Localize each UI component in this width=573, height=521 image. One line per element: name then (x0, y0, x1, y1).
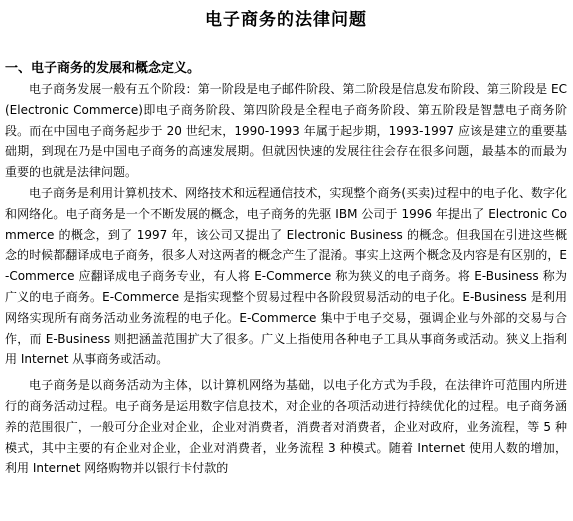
document-title: 电子商务的法律问题 (205, 10, 367, 30)
paragraph-concept-definition: 电子商务是利用计算机技术、网络技术和远程通信技术，实现整个商务(买卖)过程中的电子化、数字化和网络化。电子商务是一个不断发展的概念，电子商务的先驱 IBM 公司于 1996 年提出了 Electronic Commerce 的概念，到了 1997 年，该公司又提出了 Electronic Business 的概念。但我国在引进这些概念的时候都翻译成电子商务，很多人对这两者的概念产生了混淆。事实上这两个概念及内容是有区别的，E-Commerce 应翻译成电子商务专业，有人将 E-Commerce 称为狭义的电子商务。将 E-Business 称为广义的电子商务。E-Commerce 是指实现整个贸易过程中各阶段贸易活动的电子化。E-Business 是利用网络实现所有商务活动业务流程的电子化。E-Commerce 集中于电子交易，强调企业与外部的交易与合作，而 E-Business 则把涵盖范围扩大了很多。广义上指使用各种电子工具从事商务或活动。狭义上指利用 Internet 从事商务或活动。 (5, 185, 567, 367)
paragraph-business-models: 电子商务是以商务活动为主体，以计算机网络为基础，以电子化方式为手段，在法律许可范围内所进行的商务活动过程。电子商务是运用数字信息技术，对企业的各项活动进行持续优化的过程。电子商务涵养的范围很广，一般可分企业对企业，企业对消费者，消费者对消费者，企业对政府，业务流程，等 5 种模式，其中主要的有企业对企业，企业对消费者，业务流程 3 种模式。随着 Internet 使用人数的增加，利用 Internet 网络购物并以银行卡付款的 (5, 378, 567, 476)
paragraph-development-stages: 电子商务发展一般有五个阶段：第一阶段是电子邮件阶段、第二阶段是信息发布阶段、第三阶段是 EC(Electronic Commerce)即电子商务阶段、第四阶段是全程电子商务阶段、第五阶段是智慧电子商务阶段。而在中国电子商务起步于 20 世纪末，1990-1993 年属于起步期，1993-1997 应该是建立的重要基础期，到现在乃是中国电子商务的高速发展期。但就因快速的发展往往会存在很多问题，最基本的而最为重要的也就是法律问题。 (5, 82, 567, 180)
section-heading: 一、电子商务的发展和概念定义。 (5, 61, 201, 76)
